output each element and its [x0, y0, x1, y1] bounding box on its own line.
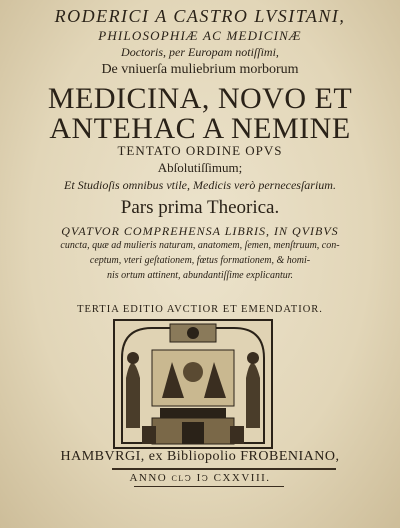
printer-device-woodcut [112, 318, 274, 450]
description-line-4: nis ortum attinent, abundantiſſime explicantur. [106, 270, 294, 281]
date-rule [134, 486, 284, 487]
headline-1: MEDICINA, NOVO ET [47, 82, 353, 115]
imprint-line: HAMBVRGI, ex Bibliopolio FROBENIANO, [60, 449, 340, 464]
author-name: RODERICI A CASTRO LVSITANI, [54, 6, 346, 26]
description-line-3: ceptum, vteri geſtationem, fœtus formationem, & homi- [89, 255, 311, 266]
subject-line: De vniuerſa muliebrium morborum [101, 62, 299, 77]
description-line-1: QVATVOR COMPREHENSA LIBRIS, IN QVIBVS [61, 224, 339, 238]
author-role: PHILOSOPHIÆ AC MEDICINÆ [98, 28, 302, 43]
imprint-rule [112, 468, 336, 470]
pars-line: Pars prima Theorica. [120, 197, 280, 218]
absolutissimum-line: Abſolutiſſimum; [157, 160, 243, 175]
studiosis-line: Et Studioſis omnibus vtile, Medicis verò pernecesſarium. [64, 178, 336, 192]
description-line-2: cuncta, quæ ad mulieris naturam, anatomem, ſemen, menſtruum, con- [60, 240, 340, 251]
author-note: Doctoris, per Europam notiſſimi, [121, 45, 279, 59]
tentato-line: TENTATO ORDINE OPVS [117, 143, 283, 158]
date-line: ANNO clↄ Iↄ CXXVIII. [129, 472, 271, 484]
edition-line: TERTIA EDITIO AVCTIOR ET EMENDATIOR. [77, 304, 323, 315]
headline-2: ANTEHAC A NEMINE [49, 112, 351, 145]
